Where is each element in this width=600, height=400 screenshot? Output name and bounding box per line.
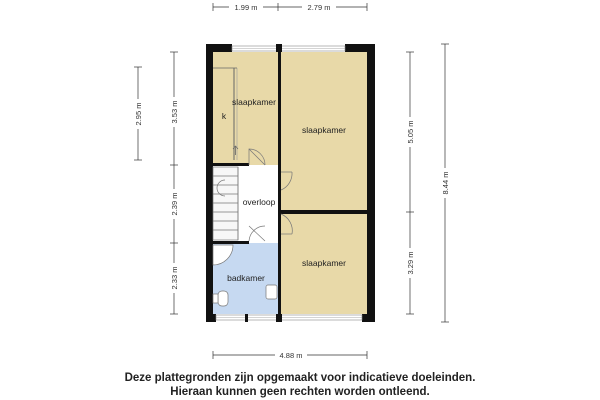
staircase xyxy=(213,167,238,240)
slaapkamer-right-top-label: slaapkamer xyxy=(302,125,346,135)
badkamer-label: badkamer xyxy=(227,273,265,283)
disclaimer-line-1: Deze plattegronden zijn opgemaakt voor indicatieve doeleinden. xyxy=(124,372,476,384)
dimension-left-inner-3: 2.33 m xyxy=(170,266,179,290)
dimension-right-inner-1: 5.05 m xyxy=(406,120,415,144)
sink-icon xyxy=(266,285,277,299)
toilet-icon xyxy=(218,291,228,306)
dimension-right-inner-2: 3.29 m xyxy=(406,251,415,275)
slaapkamer-right-bottom-label: slaapkamer xyxy=(302,258,346,268)
slaapkamer-left-label: slaapkamer xyxy=(232,97,276,107)
disclaimer-line-2: Hieraan kunnen geen rechten worden ontleend. xyxy=(170,386,430,398)
closet-mark-label: k xyxy=(221,111,227,121)
dimension-left-inner-2: 2.39 m xyxy=(170,192,179,216)
dimension-left-outer-label: 2.95 m xyxy=(134,102,143,126)
dimension-top-left: 1.99 m xyxy=(234,3,258,12)
top-windows xyxy=(232,44,345,52)
dimension-top-right: 2.79 m xyxy=(307,3,331,12)
bottom-windows xyxy=(216,314,362,322)
dimension-bottom-label: 4.88 m xyxy=(279,351,303,360)
dimension-left-inner-1: 3.53 m xyxy=(170,100,179,124)
slaapkamer-left-floor xyxy=(213,52,278,165)
overloop-label: overloop xyxy=(242,197,276,207)
dimension-right-outer-label: 8.44 m xyxy=(441,171,450,195)
